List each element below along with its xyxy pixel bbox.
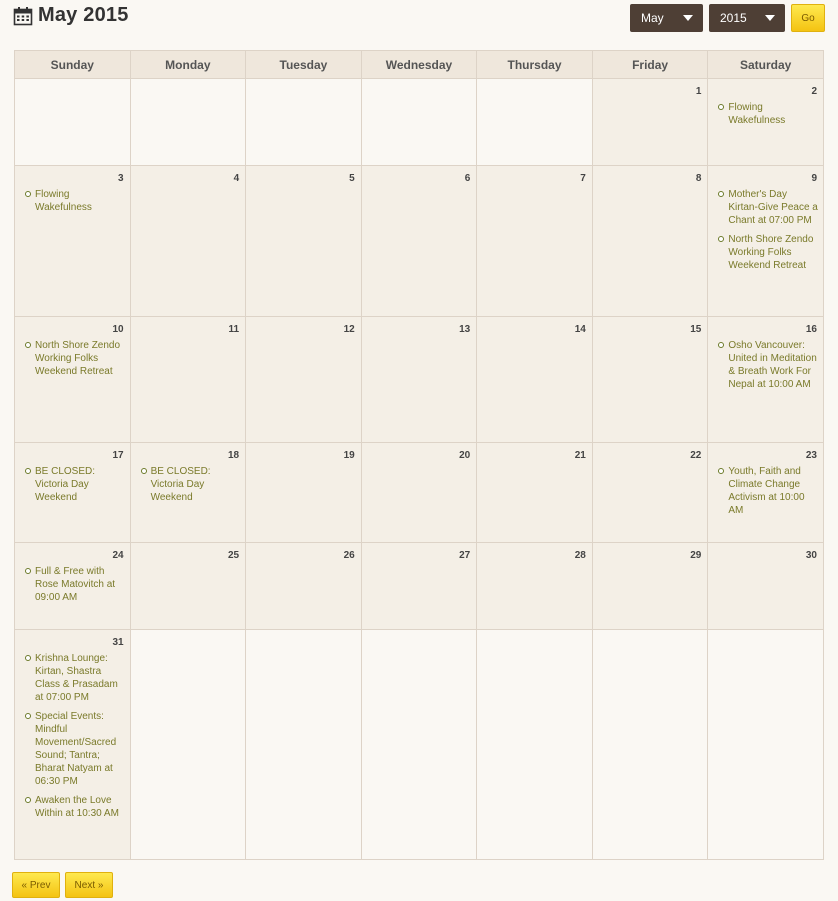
day-cell[interactable] xyxy=(592,543,708,630)
empty-day-cell xyxy=(361,79,477,166)
day-number xyxy=(131,630,246,648)
event-link[interactable] xyxy=(141,465,242,504)
event-link[interactable] xyxy=(718,188,819,227)
day-number xyxy=(246,79,361,97)
event-title: Osho Vancouver: United in Meditation & Breath Work For Nepal at 10:00 AM xyxy=(728,340,817,390)
day-number: 9 xyxy=(811,173,817,184)
week-row xyxy=(15,443,824,543)
day-number xyxy=(362,79,477,97)
day-number xyxy=(131,79,246,97)
day-number: 15 xyxy=(690,324,702,335)
circle-bullet-icon xyxy=(25,797,31,803)
event-list xyxy=(15,188,130,214)
event-title: Special Events: Mindful Movement/Sacred Sound; Tantra; Bharat Natyam at 06:30 PM xyxy=(35,711,117,787)
week-row xyxy=(15,630,824,860)
chevron-down-icon xyxy=(683,15,693,21)
day-number: 7 xyxy=(580,173,586,184)
week-row xyxy=(15,79,824,166)
day-number: 3 xyxy=(118,173,124,184)
day-cell[interactable] xyxy=(246,317,362,443)
week-row xyxy=(15,543,824,630)
event-list xyxy=(15,465,130,504)
day-number xyxy=(477,630,592,648)
page-title: May 2015 xyxy=(38,4,129,26)
pagination xyxy=(12,872,113,898)
day-number: 28 xyxy=(574,550,586,561)
day-cell[interactable] xyxy=(130,317,246,443)
circle-bullet-icon xyxy=(25,468,31,474)
day-cell[interactable] xyxy=(15,443,131,543)
circle-bullet-icon xyxy=(25,342,31,348)
day-cell[interactable] xyxy=(246,166,362,317)
event-list xyxy=(15,565,130,604)
event-list xyxy=(708,101,823,127)
empty-day-cell xyxy=(246,630,362,860)
circle-bullet-icon xyxy=(25,713,31,719)
day-number: 14 xyxy=(574,324,586,335)
event-link[interactable] xyxy=(718,339,819,391)
empty-day-cell xyxy=(15,79,131,166)
day-cell[interactable] xyxy=(361,543,477,630)
day-number: 24 xyxy=(112,550,124,561)
event-title: Youth, Faith and Climate Change Activism at 10:00 AM xyxy=(728,466,805,516)
event-title: North Shore Zendo Working Folks Weekend Retreat xyxy=(35,340,121,377)
day-number: 12 xyxy=(343,324,355,335)
weekday-header: Saturday xyxy=(708,51,824,79)
weekday-header: Wednesday xyxy=(361,51,477,79)
day-number: 29 xyxy=(690,550,702,561)
day-cell[interactable] xyxy=(361,317,477,443)
event-list xyxy=(708,188,823,272)
event-link[interactable] xyxy=(25,339,126,378)
day-number: 19 xyxy=(343,450,355,461)
event-title: Mother's Day Kirtan-Give Peace a Chant at 07:00 PM xyxy=(728,189,818,226)
event-title: BE CLOSED: Victoria Day Weekend xyxy=(150,466,211,503)
go-button[interactable]: Go xyxy=(791,4,825,32)
day-number: 20 xyxy=(459,450,471,461)
circle-bullet-icon xyxy=(718,191,724,197)
weekday-header: Sunday xyxy=(15,51,131,79)
chevron-down-icon xyxy=(765,15,775,21)
event-list xyxy=(15,339,130,378)
event-title: BE CLOSED: Victoria Day Weekend xyxy=(35,466,96,503)
day-number: 31 xyxy=(112,637,124,648)
day-cell[interactable] xyxy=(130,543,246,630)
event-link[interactable] xyxy=(718,101,819,127)
weekday-header: Friday xyxy=(592,51,708,79)
day-cell[interactable] xyxy=(15,630,131,860)
event-link[interactable] xyxy=(25,565,126,604)
event-title: North Shore Zendo Working Folks Weekend Retreat xyxy=(728,234,814,271)
circle-bullet-icon xyxy=(141,468,147,474)
circle-bullet-icon xyxy=(718,236,724,242)
month-select-value: May xyxy=(641,11,664,25)
empty-day-cell xyxy=(477,79,593,166)
day-number: 11 xyxy=(228,324,240,335)
day-cell[interactable] xyxy=(130,443,246,543)
day-cell[interactable] xyxy=(130,166,246,317)
day-cell[interactable] xyxy=(708,79,824,166)
event-link[interactable] xyxy=(718,465,819,517)
event-list xyxy=(131,465,246,504)
weekday-header: Tuesday xyxy=(246,51,362,79)
calendar-icon xyxy=(13,6,33,26)
circle-bullet-icon xyxy=(25,568,31,574)
day-cell[interactable] xyxy=(246,543,362,630)
event-link[interactable] xyxy=(25,794,126,820)
calendar-grid xyxy=(14,50,824,860)
year-select-value: 2015 xyxy=(720,11,747,25)
day-cell[interactable] xyxy=(592,443,708,543)
day-cell[interactable] xyxy=(477,317,593,443)
day-cell[interactable] xyxy=(477,443,593,543)
date-controls xyxy=(630,4,825,32)
event-title: Full & Free with Rose Matovitch at 09:00 AM xyxy=(35,566,116,603)
day-number: 30 xyxy=(805,550,817,561)
day-cell[interactable] xyxy=(477,543,593,630)
day-cell[interactable] xyxy=(708,543,824,630)
day-number xyxy=(362,630,477,648)
circle-bullet-icon xyxy=(718,342,724,348)
event-link[interactable] xyxy=(25,652,126,704)
circle-bullet-icon xyxy=(25,655,31,661)
day-cell[interactable] xyxy=(15,317,131,443)
weekday-header-row xyxy=(15,51,824,79)
event-link[interactable] xyxy=(25,710,126,788)
day-cell[interactable] xyxy=(477,166,593,317)
day-number: 18 xyxy=(228,450,240,461)
empty-day-cell xyxy=(130,79,246,166)
day-number: 23 xyxy=(805,450,817,461)
event-link[interactable] xyxy=(25,465,126,504)
next-month-button[interactable]: Next » xyxy=(65,872,113,898)
day-number: 8 xyxy=(695,173,702,184)
day-number: 21 xyxy=(574,450,586,461)
calendar-header xyxy=(13,4,129,27)
day-cell[interactable] xyxy=(361,166,477,317)
event-title: Flowing Wakefulness xyxy=(728,102,786,126)
day-cell[interactable] xyxy=(361,443,477,543)
event-title: Krishna Lounge: Kirtan, Shastra Class & Prasadam at 07:00 PM xyxy=(35,653,118,703)
day-number: 13 xyxy=(459,324,471,335)
day-number xyxy=(593,630,708,648)
empty-day-cell xyxy=(246,79,362,166)
event-link[interactable] xyxy=(718,233,819,272)
day-number: 5 xyxy=(349,173,355,184)
day-cell[interactable] xyxy=(592,79,708,166)
day-number: 22 xyxy=(690,450,702,461)
day-number xyxy=(246,630,361,648)
calendar-body xyxy=(15,79,824,860)
day-cell[interactable] xyxy=(246,443,362,543)
circle-bullet-icon xyxy=(718,468,724,474)
day-number xyxy=(15,79,130,97)
event-title: Flowing Wakefulness xyxy=(35,189,92,213)
week-row xyxy=(15,317,824,443)
empty-day-cell xyxy=(592,630,708,860)
circle-bullet-icon xyxy=(718,104,724,110)
event-list xyxy=(708,339,823,391)
day-cell[interactable] xyxy=(592,317,708,443)
weekday-header: Thursday xyxy=(477,51,593,79)
day-number: 26 xyxy=(343,550,355,561)
event-list xyxy=(15,652,130,820)
day-cell[interactable] xyxy=(15,166,131,317)
day-cell[interactable] xyxy=(708,317,824,443)
day-number: 17 xyxy=(112,450,124,461)
day-cell[interactable] xyxy=(708,443,824,543)
empty-day-cell xyxy=(130,630,246,860)
day-number: 2 xyxy=(811,86,817,97)
event-list xyxy=(708,465,823,517)
empty-day-cell xyxy=(361,630,477,860)
event-title: Awaken the Love Within at 10:30 AM xyxy=(35,795,119,819)
day-number: 4 xyxy=(233,173,240,184)
empty-day-cell xyxy=(708,630,824,860)
day-number: 16 xyxy=(805,324,817,335)
empty-day-cell xyxy=(477,630,593,860)
day-cell[interactable] xyxy=(708,166,824,317)
day-number: 1 xyxy=(695,86,702,97)
month-select[interactable] xyxy=(630,4,703,32)
day-number xyxy=(477,79,592,97)
day-number xyxy=(708,630,823,648)
prev-month-button[interactable]: « Prev xyxy=(12,872,60,898)
day-cell[interactable] xyxy=(15,543,131,630)
day-cell[interactable] xyxy=(592,166,708,317)
weekday-header: Monday xyxy=(130,51,246,79)
day-number: 10 xyxy=(112,324,124,335)
week-row xyxy=(15,166,824,317)
year-select[interactable] xyxy=(709,4,785,32)
day-number: 6 xyxy=(464,173,471,184)
circle-bullet-icon xyxy=(25,191,31,197)
day-number: 25 xyxy=(228,550,240,561)
day-number: 27 xyxy=(459,550,471,561)
event-link[interactable] xyxy=(25,188,126,214)
